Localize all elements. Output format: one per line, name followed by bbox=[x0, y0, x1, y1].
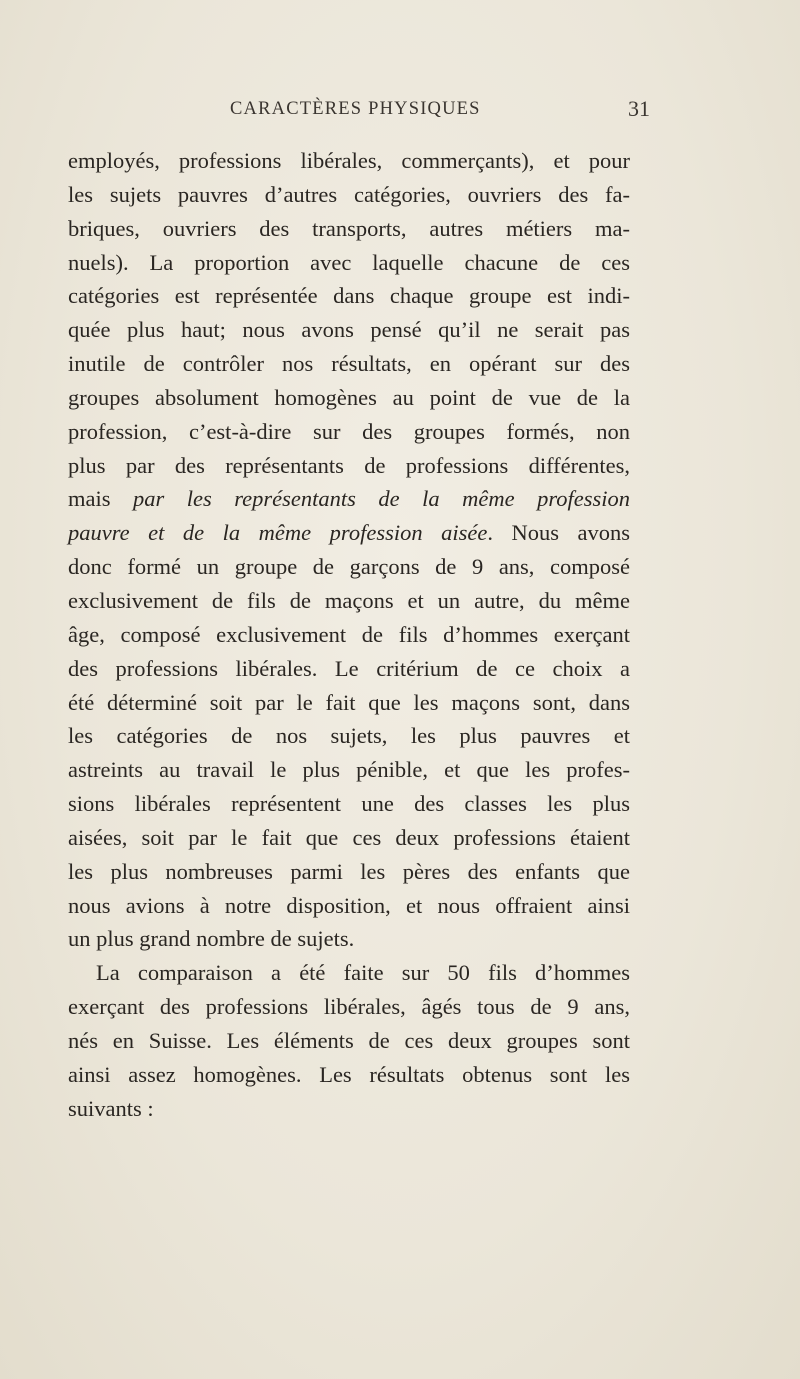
text-line: ainsi assez homogènes. Les résultats obtenus sont les bbox=[68, 1061, 630, 1087]
page-number: 31 bbox=[628, 96, 650, 121]
text-line: inutile de contrôler nos résultats, en opérant sur des bbox=[68, 351, 630, 377]
text-line: âge, composé exclusivement de fils d’hommes exerçant bbox=[68, 621, 630, 647]
body-text bbox=[68, 144, 630, 1125]
text-line: La comparaison a été faite sur 50 fils d’hommes bbox=[96, 960, 630, 986]
text-line: catégories est représentée dans chaque groupe est indi- bbox=[68, 283, 630, 309]
text-line: les sujets pauvres d’autres catégories, ouvriers des fa- bbox=[68, 181, 630, 207]
text-line: aisées, soit par le fait que ces deux professions étaient bbox=[68, 824, 630, 850]
text-line: plus par des représentants de professions différentes, bbox=[68, 452, 630, 478]
text-line: des professions libérales. Le critérium de ce choix a bbox=[68, 655, 630, 681]
text-line: quée plus haut; nous avons pensé qu’il ne serait pas bbox=[68, 317, 630, 343]
text-line: exerçant des professions libérales, âgés tous de 9 ans, bbox=[68, 994, 630, 1020]
text-line: briques, ouvriers des transports, autres métiers ma- bbox=[68, 215, 630, 241]
text-line: nés en Suisse. Les éléments de ces deux groupes sont bbox=[68, 1027, 630, 1053]
text-line: les plus nombreuses parmi les pères des enfants que bbox=[68, 858, 630, 884]
text-run: mais bbox=[68, 486, 111, 512]
text-line bbox=[68, 516, 630, 550]
text-line: les catégories de nos sujets, les plus pauvres et bbox=[68, 723, 630, 749]
text-line: profession, c’est-à-dire sur des groupes formés, non bbox=[68, 418, 630, 444]
text-run: . Nous avons bbox=[487, 520, 630, 546]
running-head: CARACTÈRES PHYSIQUES bbox=[230, 99, 481, 119]
text-line: un plus grand nombre de sujets. bbox=[68, 926, 355, 952]
text-line: groupes absolument homogènes au point de vue de la bbox=[68, 384, 630, 410]
italic-text: par les représentants de la même profession bbox=[133, 486, 630, 512]
text-line: astreints au travail le plus pénible, et que les profes- bbox=[68, 757, 630, 783]
text-line: suivants : bbox=[68, 1095, 154, 1121]
text-line bbox=[68, 482, 630, 516]
text-line: employés, professions libérales, commerçants), et pour bbox=[68, 148, 630, 173]
text-line: nuels). La proportion avec laquelle chacune de ces bbox=[68, 249, 630, 275]
text-line: donc formé un groupe de garçons de 9 ans, composé bbox=[68, 554, 630, 580]
text-line: sions libérales représentent une des classes les plus bbox=[68, 791, 630, 817]
italic-text: pauvre et de la même profession aisée bbox=[68, 520, 488, 546]
text-line: exclusivement de fils de maçons et un autre, du même bbox=[68, 587, 630, 613]
text-line: nous avions à notre disposition, et nous offraient ainsi bbox=[68, 892, 630, 918]
text-line: été déterminé soit par le fait que les maçons sont, dans bbox=[68, 689, 630, 715]
